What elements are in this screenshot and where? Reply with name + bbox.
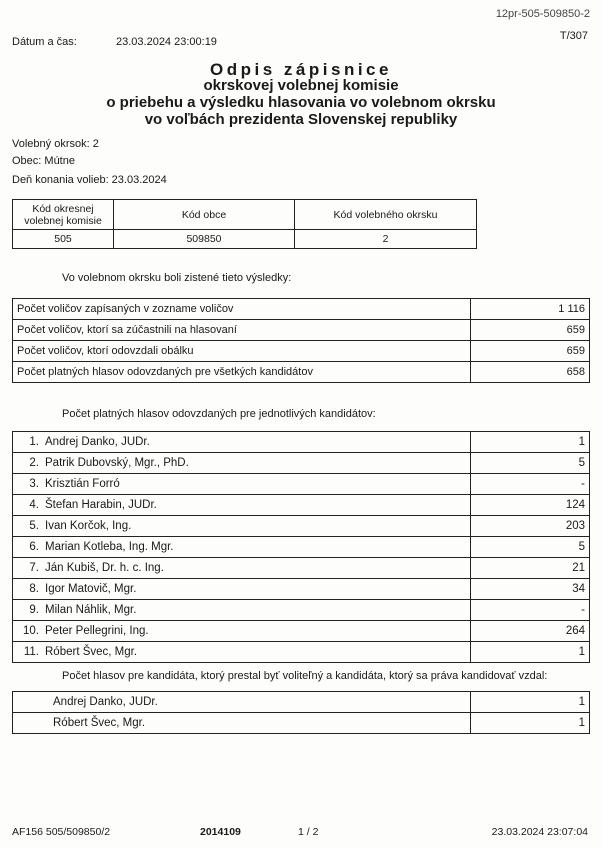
datetime-value: 23.03.2024 23:00:19 xyxy=(116,36,217,48)
candidate-name: Štefan Harabin, JUDr. xyxy=(45,499,157,511)
candidate-votes: 1 xyxy=(471,432,590,453)
result-label: Počet voličov, ktorí odovzdali obálku xyxy=(13,341,471,362)
candidates-table xyxy=(12,431,590,663)
candidate-name: Ján Kubiš, Dr. h. c. Ing. xyxy=(45,562,164,574)
candidate-votes: 203 xyxy=(471,516,590,537)
table-row xyxy=(13,600,590,621)
municipality: Obec: Mútne xyxy=(12,155,75,167)
withdrawn-votes: 1 xyxy=(471,692,590,713)
candidate-number: 10. xyxy=(23,625,39,637)
withdrawn-name: Andrej Danko, JUDr. xyxy=(13,692,471,713)
page-code: T/307 xyxy=(559,30,588,42)
footer-form-code: AF156 505/509850/2 xyxy=(12,826,111,838)
candidate-number: 5. xyxy=(29,520,39,532)
results-intro: Vo volebnom okrsku boli zistené tieto výsledky: xyxy=(62,272,292,284)
result-label: Počet voličov zapísaných v zozname voličov xyxy=(13,299,471,320)
footer-doc-number: 2014109 xyxy=(200,826,241,838)
table-row xyxy=(13,558,590,579)
footer-printed-datetime: 23.03.2024 23:07:04 xyxy=(491,826,588,838)
table-row xyxy=(13,341,590,362)
title-line-3: o priebehu a výsledku hlasovania vo volebnom okrsku xyxy=(106,94,496,111)
candidate-votes: 124 xyxy=(471,495,590,516)
table-row xyxy=(13,621,590,642)
table-row xyxy=(13,362,590,383)
candidate-number: 7. xyxy=(29,562,39,574)
document-title: Odpis zápisnice xyxy=(210,60,392,79)
candidate-name: Milan Náhlik, Mgr. xyxy=(45,604,137,616)
withdrawn-votes: 1 xyxy=(471,713,590,734)
candidate-number: 1. xyxy=(29,436,39,448)
candidate-votes: 5 xyxy=(471,453,590,474)
candidate-number: 6. xyxy=(29,541,39,553)
result-value: 659 xyxy=(471,320,590,341)
candidate-name: Andrej Danko, JUDr. xyxy=(45,436,150,448)
candidates-intro: Počet platných hlasov odovzdaných pre jednotlivých kandidátov: xyxy=(62,408,376,420)
withdrawn-intro: Počet hlasov pre kandidáta, ktorý prestal byť voliteľný a kandidáta, ktorý sa práva kandidovať vzdal: xyxy=(62,670,548,682)
candidate-number: 8. xyxy=(29,583,39,595)
footer-page-number: 1 / 2 xyxy=(298,826,319,838)
candidate-name: Marian Kotleba, Ing. Mgr. xyxy=(45,541,174,553)
table-row xyxy=(13,579,590,600)
withdrawn-name: Róbert Švec, Mgr. xyxy=(13,713,471,734)
candidate-number: 11. xyxy=(23,646,39,658)
candidate-votes: 21 xyxy=(471,558,590,579)
table-row xyxy=(13,692,590,713)
candidate-number: 3. xyxy=(29,478,39,490)
candidate-name: Peter Pellegrini, Ing. xyxy=(45,625,149,637)
table-row xyxy=(13,432,590,453)
withdrawn-table xyxy=(12,691,590,734)
table-row xyxy=(13,320,590,341)
result-label: Počet platných hlasov odovzdaných pre všetkých kandidátov xyxy=(13,362,471,383)
election-day: Deň konania volieb: 23.03.2024 xyxy=(12,174,167,186)
candidate-name: Róbert Švec, Mgr. xyxy=(45,646,138,658)
result-value: 1 116 xyxy=(471,299,590,320)
table-row xyxy=(13,713,590,734)
codes-header: Kód okresnej volebnej komisie xyxy=(13,200,114,230)
candidate-name: Igor Matovič, Mgr. xyxy=(45,583,137,595)
results-table xyxy=(12,298,590,383)
datetime-label: Dátum a čas: xyxy=(12,36,77,48)
candidate-name: Patrik Dubovský, Mgr., PhD. xyxy=(45,457,189,469)
candidate-name: Ivan Korčok, Ing. xyxy=(45,520,132,532)
codes-header: Kód obce xyxy=(114,200,295,230)
candidate-number: 4. xyxy=(29,499,39,511)
candidate-number: 2. xyxy=(29,457,39,469)
document-reference: 12pr-505-509850-2 xyxy=(495,8,590,20)
codes-table xyxy=(12,199,477,249)
candidate-votes: - xyxy=(471,474,590,495)
table-row xyxy=(13,453,590,474)
candidate-votes: 5 xyxy=(471,537,590,558)
result-value: 659 xyxy=(471,341,590,362)
candidate-votes: 34 xyxy=(471,579,590,600)
table-row xyxy=(13,537,590,558)
candidate-number: 9. xyxy=(29,604,39,616)
table-row xyxy=(13,299,590,320)
codes-value: 505 xyxy=(13,230,114,249)
result-label: Počet voličov, ktorí sa zúčastnili na hlasovaní xyxy=(13,320,471,341)
candidate-votes: 264 xyxy=(471,621,590,642)
table-row xyxy=(13,495,590,516)
title-line-2: okrskovej volebnej komisie xyxy=(203,77,399,94)
candidate-votes: - xyxy=(471,600,590,621)
codes-value: 509850 xyxy=(114,230,295,249)
candidate-votes: 1 xyxy=(471,642,590,663)
voting-district: Volebný okrsok: 2 xyxy=(12,138,99,150)
title-line-4: vo voľbách prezidenta Slovenskej republiky xyxy=(144,111,458,128)
codes-header: Kód volebného okrsku xyxy=(295,200,477,230)
table-row xyxy=(13,642,590,663)
table-row xyxy=(13,474,590,495)
table-row xyxy=(13,516,590,537)
candidate-name: Krisztián Forró xyxy=(45,478,120,490)
codes-value: 2 xyxy=(295,230,477,249)
result-value: 658 xyxy=(471,362,590,383)
